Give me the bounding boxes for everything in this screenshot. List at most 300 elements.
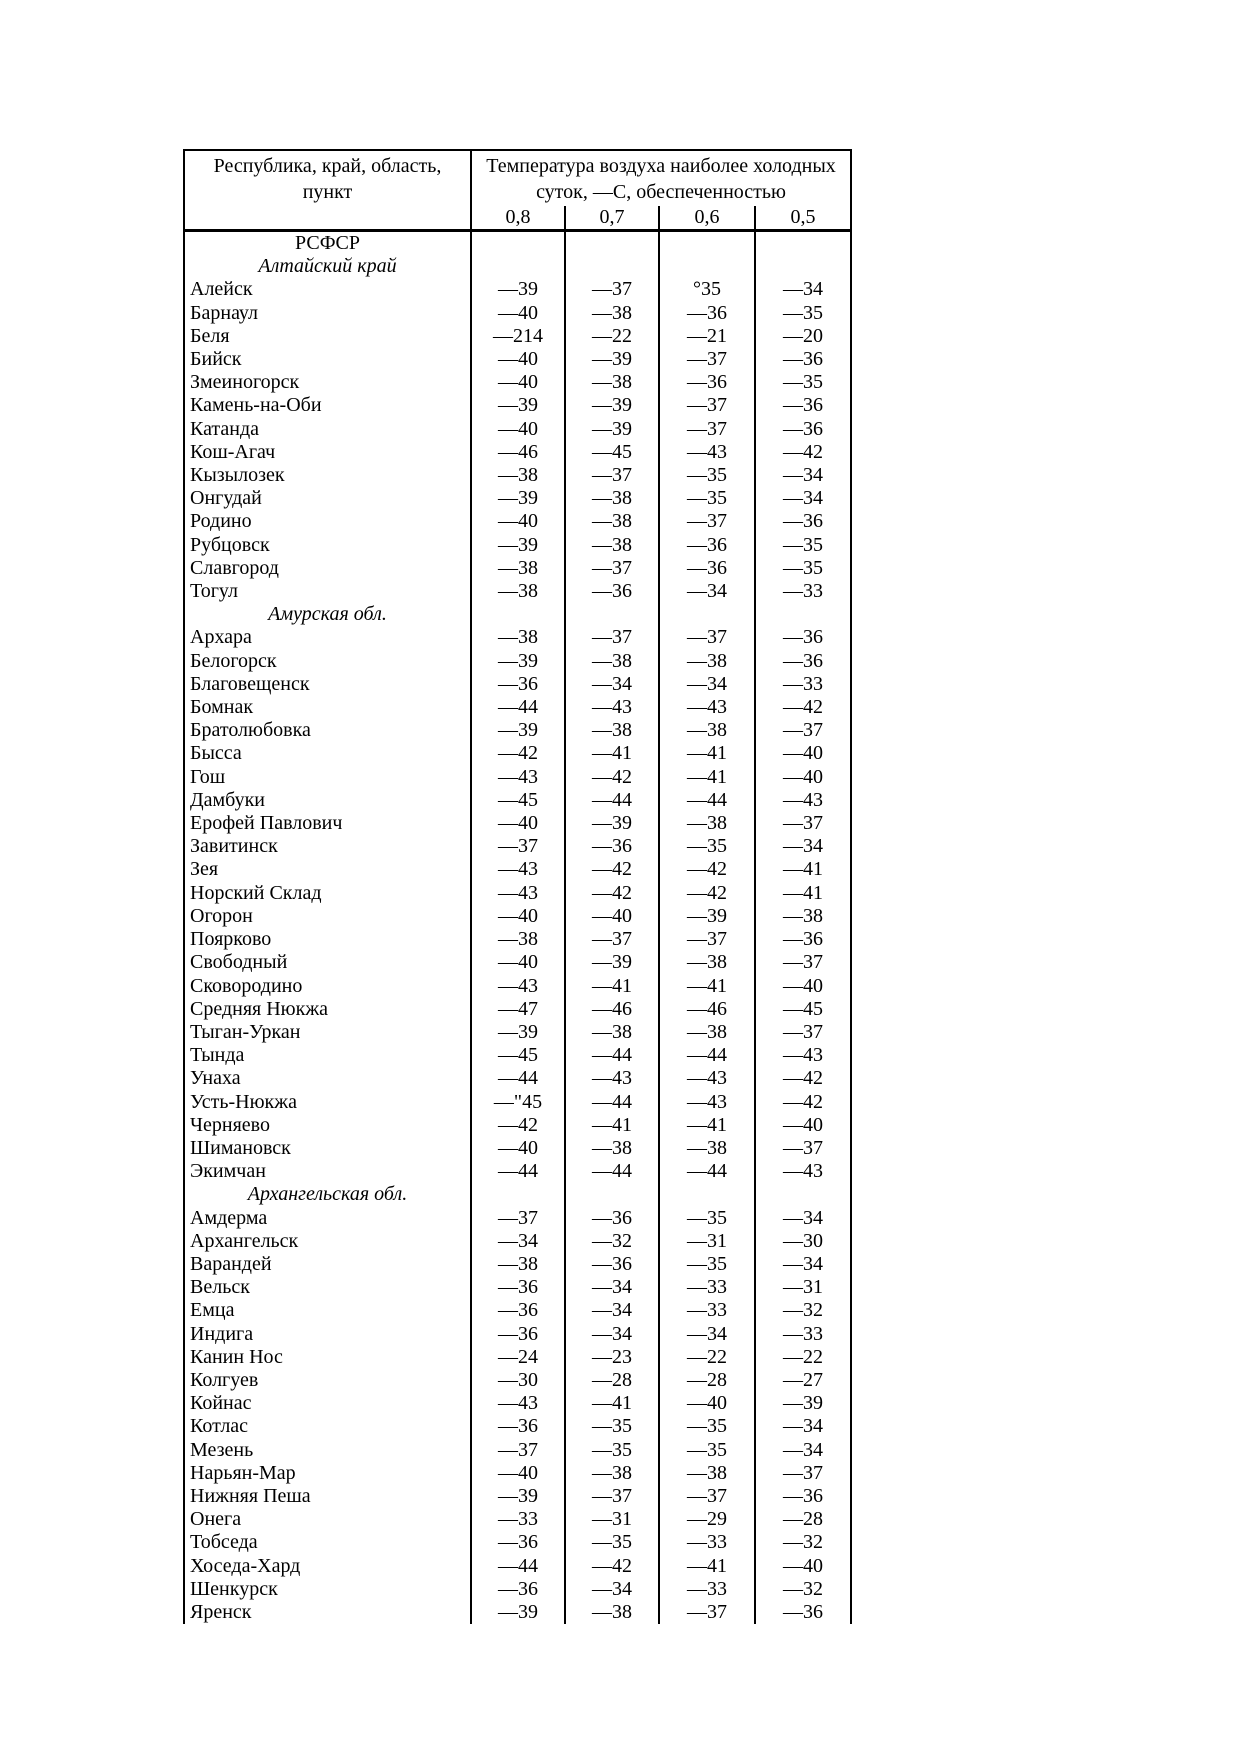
point-name: Бийск (190, 348, 242, 371)
point-name: Кош-Агач (190, 440, 276, 463)
temp-cell: —40 (471, 951, 565, 974)
temp-cell: —20 (755, 325, 851, 348)
point-name: Канин Нос (190, 1345, 283, 1368)
table-row (184, 1323, 851, 1346)
point-name: Черняево (190, 1113, 270, 1136)
point-name: Камень-на-Оби (190, 394, 322, 417)
point-name: Койнас (190, 1392, 252, 1415)
temp-cell: —37 (755, 812, 851, 835)
temp-cell: —36 (659, 371, 755, 394)
temp-cell: —43 (565, 1067, 659, 1090)
temp-cell: —37 (565, 278, 659, 301)
temp-cell: —31 (659, 1230, 755, 1253)
temp-cell-empty (755, 1183, 851, 1206)
temp-cell: —35 (659, 1439, 755, 1462)
temp-cell: —36 (755, 626, 851, 649)
table-row (184, 1531, 851, 1554)
temp-cell: —35 (755, 557, 851, 580)
temp-cell: —46 (659, 998, 755, 1021)
point-name: Ерофей Павлович (190, 812, 343, 835)
point-name: Сковородино (190, 974, 303, 997)
temp-cell: —39 (471, 278, 565, 301)
temp-cell: —33 (659, 1531, 755, 1554)
temp-cell: —38 (659, 1137, 755, 1160)
temp-cell: —38 (471, 557, 565, 580)
table-row (184, 441, 851, 464)
table-row (184, 1160, 851, 1183)
point-name: Амдерма (190, 1206, 268, 1229)
temp-cell: —37 (659, 1601, 755, 1624)
table-row (184, 348, 851, 371)
point-name: Огорон (190, 904, 253, 927)
temp-cell: —40 (755, 975, 851, 998)
table-row (184, 1392, 851, 1415)
temp-cell: —42 (565, 766, 659, 789)
temp-cell: —30 (755, 1230, 851, 1253)
temp-cell: —33 (659, 1578, 755, 1601)
temp-cell: —44 (471, 696, 565, 719)
temp-cell: —37 (659, 510, 755, 533)
table-row (184, 835, 851, 858)
point-name: Норский Склад (190, 881, 322, 904)
temp-cell: —45 (471, 789, 565, 812)
point-name: Кызылозек (190, 464, 285, 487)
point-name: Мезень (190, 1438, 254, 1461)
temp-cell: —34 (565, 1323, 659, 1346)
table-row (184, 975, 851, 998)
temp-cell: —36 (755, 1601, 851, 1624)
point-name: Поярково (190, 928, 272, 951)
temp-cell: —40 (565, 905, 659, 928)
point-name: Онгудай (190, 487, 262, 510)
temp-cell: —36 (471, 673, 565, 696)
temp-cell: —35 (659, 835, 755, 858)
temp-cell: —29 (659, 1508, 755, 1531)
point-name: Индига (190, 1322, 254, 1345)
temp-cell: —39 (471, 487, 565, 510)
point-name: Бомнак (190, 696, 254, 719)
temp-cell: —38 (471, 580, 565, 603)
temp-cell: —24 (471, 1346, 565, 1369)
temp-cell: —47 (471, 998, 565, 1021)
temp-cell: —42 (565, 1555, 659, 1578)
temp-cell: —35 (755, 534, 851, 557)
temp-cell: —40 (755, 1114, 851, 1137)
section-label: Амурская обл. (268, 603, 387, 626)
point-name: Котлас (190, 1415, 249, 1438)
section-row (184, 231, 851, 256)
temp-cell: —41 (565, 1392, 659, 1415)
temp-cell: —39 (471, 1485, 565, 1508)
table-row (184, 1299, 851, 1322)
temp-cell: —37 (659, 394, 755, 417)
temp-cell: —35 (565, 1415, 659, 1438)
temp-cell: —35 (755, 371, 851, 394)
temp-cell: —38 (565, 1137, 659, 1160)
temp-cell: —37 (659, 626, 755, 649)
temp-cell: —37 (471, 835, 565, 858)
table-row (184, 1578, 851, 1601)
point-name: Шенкурск (190, 1577, 278, 1600)
temp-cell: —39 (471, 1021, 565, 1044)
temp-cell: —36 (659, 557, 755, 580)
temp-cell: —34 (565, 1276, 659, 1299)
temp-cell: —39 (471, 394, 565, 417)
region-header-line2: пункт (302, 181, 353, 203)
temp-cell: —21 (659, 325, 755, 348)
temp-cell-empty (565, 1183, 659, 1206)
temp-cell: —42 (565, 858, 659, 881)
temp-cell: —44 (471, 1160, 565, 1183)
temp-cell: —41 (659, 742, 755, 765)
point-name: Завитинск (190, 835, 278, 858)
temp-cell: —37 (565, 464, 659, 487)
table-row (184, 1253, 851, 1276)
temp-cell-empty (659, 1183, 755, 1206)
point-name: Беля (190, 324, 230, 347)
temp-cell: —36 (755, 394, 851, 417)
temp-cell: —32 (755, 1578, 851, 1601)
temperature-table (183, 149, 852, 1624)
temp-cell: —44 (471, 1067, 565, 1090)
temp-cell: —38 (659, 1021, 755, 1044)
temp-cell: —36 (755, 418, 851, 441)
temp-cell: —33 (755, 1323, 851, 1346)
point-name: Нижняя Пеша (190, 1484, 311, 1507)
temp-cell: —28 (565, 1369, 659, 1392)
temp-cell: —38 (471, 464, 565, 487)
temp-cell: —38 (565, 371, 659, 394)
temp-cell: —41 (659, 975, 755, 998)
temp-cell: —42 (471, 1114, 565, 1137)
temp-cell: —23 (565, 1346, 659, 1369)
temp-cell: —38 (659, 1462, 755, 1485)
table-row (184, 302, 851, 325)
section-row (184, 255, 851, 278)
temp-cell: —33 (471, 1508, 565, 1531)
temp-cell-empty (659, 255, 755, 278)
temp-cell: —46 (471, 441, 565, 464)
table-row (184, 1276, 851, 1299)
temp-cell: —40 (471, 510, 565, 533)
temp-cell: —34 (755, 1415, 851, 1438)
point-name: Усть-Нюкжа (190, 1090, 297, 1113)
temp-cell: —38 (565, 487, 659, 510)
temp-cell: —37 (755, 951, 851, 974)
point-name: Экимчан (190, 1160, 266, 1183)
temp-cell: —43 (471, 975, 565, 998)
temp-cell: —40 (471, 1462, 565, 1485)
temp-cell: —37 (659, 418, 755, 441)
temp-cell: —"45 (471, 1091, 565, 1114)
table-row (184, 951, 851, 974)
temp-cell: —37 (565, 1485, 659, 1508)
table-row (184, 650, 851, 673)
temp-cell: —44 (659, 789, 755, 812)
temp-cell: —40 (471, 302, 565, 325)
point-name: Емца (190, 1299, 235, 1322)
temp-cell: —38 (565, 510, 659, 533)
temp-cell: —36 (565, 835, 659, 858)
temp-cell: —39 (659, 905, 755, 928)
point-name: Архара (190, 626, 252, 649)
table-row (184, 626, 851, 649)
temp-cell: —34 (755, 487, 851, 510)
temp-cell: —38 (471, 1253, 565, 1276)
temp-cell: —43 (755, 1044, 851, 1067)
table-row (184, 464, 851, 487)
temp-cell: —40 (755, 766, 851, 789)
temp-cell: —36 (565, 580, 659, 603)
temp-cell: —39 (471, 534, 565, 557)
temp-cell: —42 (755, 1091, 851, 1114)
point-name: Тында (190, 1044, 245, 1067)
point-name: Белогорск (190, 649, 277, 672)
table-row (184, 1137, 851, 1160)
temp-cell: —34 (565, 1578, 659, 1601)
temp-cell: —37 (755, 1137, 851, 1160)
table-row (184, 998, 851, 1021)
temp-cell: —38 (755, 905, 851, 928)
temp-cell: —37 (659, 928, 755, 951)
temp-cell: —35 (659, 487, 755, 510)
temp-cell: —42 (755, 696, 851, 719)
table-row (184, 1067, 851, 1090)
temp-cell: —40 (471, 348, 565, 371)
temp-cell: —37 (755, 719, 851, 742)
temp-cell: —36 (755, 928, 851, 951)
temp-cell: —36 (471, 1578, 565, 1601)
temp-cell: —38 (565, 650, 659, 673)
table-row (184, 278, 851, 301)
temp-cell: —45 (755, 998, 851, 1021)
temp-cell: —39 (565, 951, 659, 974)
temp-cell: —34 (755, 1439, 851, 1462)
temp-cell: —40 (471, 418, 565, 441)
temp-cell: —35 (565, 1439, 659, 1462)
point-name: Братолюбовка (190, 719, 311, 742)
table-row (184, 1021, 851, 1044)
temp-cell: —38 (565, 719, 659, 742)
point-name: Архангельск (190, 1229, 299, 1252)
point-name: Благовещенск (190, 672, 310, 695)
point-name: Катанда (190, 417, 260, 440)
temp-cell: —22 (755, 1346, 851, 1369)
temp-cell: —41 (755, 858, 851, 881)
temp-cell: —41 (565, 975, 659, 998)
table-row (184, 696, 851, 719)
table-row (184, 1415, 851, 1438)
table-row (184, 1114, 851, 1137)
temp-cell: —32 (755, 1299, 851, 1322)
section-row (184, 1183, 851, 1206)
table-row (184, 557, 851, 580)
temp-cell: —37 (565, 626, 659, 649)
table-row (184, 1346, 851, 1369)
temp-cell-empty (659, 603, 755, 626)
temp-cell: —31 (565, 1508, 659, 1531)
point-name: Колгуев (190, 1368, 259, 1391)
table-row (184, 534, 851, 557)
temperature-header-line2: суток, —С, обеспеченностью (536, 181, 786, 203)
temp-cell: —38 (659, 812, 755, 835)
temp-cell: —36 (471, 1299, 565, 1322)
temp-cell: —34 (755, 278, 851, 301)
temp-cell-empty (565, 255, 659, 278)
temp-cell-empty (471, 231, 565, 256)
subcolumn-header-08: 0,8 (471, 206, 565, 231)
temp-cell: —43 (471, 858, 565, 881)
temp-cell: —34 (659, 580, 755, 603)
table-row (184, 1462, 851, 1485)
table-row (184, 1091, 851, 1114)
table-row (184, 418, 851, 441)
point-name: Варандей (190, 1252, 272, 1275)
temp-cell: —34 (471, 1230, 565, 1253)
temp-cell: —36 (471, 1323, 565, 1346)
section-label: РСФСР (295, 232, 360, 254)
temp-cell: —39 (565, 812, 659, 835)
temp-cell: —36 (471, 1415, 565, 1438)
table-row (184, 1485, 851, 1508)
point-name: Шимановск (190, 1136, 291, 1159)
temp-cell: —37 (471, 1207, 565, 1230)
point-name: Унаха (190, 1067, 241, 1090)
temp-cell: —34 (755, 835, 851, 858)
section-label: Алтайский край (258, 255, 397, 278)
temp-cell: —38 (565, 302, 659, 325)
section-label: Архангельская обл. (247, 1183, 408, 1206)
temp-cell: —28 (755, 1508, 851, 1531)
temp-cell: —38 (659, 719, 755, 742)
point-name: Родино (190, 510, 252, 533)
temp-cell: —44 (659, 1160, 755, 1183)
point-name: Зея (190, 858, 219, 881)
temp-cell: —43 (565, 696, 659, 719)
table-row (184, 1601, 851, 1624)
table-row (184, 812, 851, 835)
temp-cell: —40 (471, 371, 565, 394)
table-row (184, 371, 851, 394)
point-name: Славгород (190, 556, 279, 579)
temp-cell: —38 (659, 951, 755, 974)
temp-cell: —31 (755, 1276, 851, 1299)
temp-cell: °35 (659, 278, 755, 301)
temp-cell: —37 (659, 1485, 755, 1508)
temp-cell: —27 (755, 1369, 851, 1392)
temp-cell: —33 (659, 1299, 755, 1322)
temp-cell: —40 (471, 905, 565, 928)
table-row (184, 1044, 851, 1067)
temp-cell: —38 (659, 650, 755, 673)
temp-cell: —42 (565, 882, 659, 905)
temp-cell: —35 (755, 302, 851, 325)
temp-cell: —33 (755, 580, 851, 603)
temp-cell: —38 (565, 1601, 659, 1624)
temp-cell: —34 (659, 1323, 755, 1346)
temp-cell: —37 (565, 557, 659, 580)
subcolumn-header-05: 0,5 (755, 206, 851, 231)
temp-cell: —34 (755, 464, 851, 487)
temp-cell: —34 (565, 1299, 659, 1322)
temp-cell: —44 (659, 1044, 755, 1067)
temp-cell: —40 (659, 1392, 755, 1415)
temp-cell: —44 (565, 1091, 659, 1114)
temp-cell: —32 (565, 1230, 659, 1253)
temp-cell: —36 (659, 302, 755, 325)
table-row (184, 742, 851, 765)
temp-cell: —41 (659, 1555, 755, 1578)
table-row (184, 394, 851, 417)
column-header-region (184, 150, 471, 231)
temp-cell: —45 (565, 441, 659, 464)
temp-cell: —34 (659, 673, 755, 696)
temp-cell: —44 (565, 1044, 659, 1067)
table-row (184, 905, 851, 928)
point-name: Тобседа (190, 1531, 258, 1554)
temp-cell: —41 (565, 1114, 659, 1137)
point-name: Тыган-Уркан (190, 1020, 301, 1043)
temperature-header-line1: Температура воздуха наиболее холодных (486, 155, 836, 177)
temp-cell-empty (565, 603, 659, 626)
point-name: Бысса (190, 742, 242, 765)
temp-cell: —40 (471, 812, 565, 835)
temp-cell: —43 (755, 789, 851, 812)
temp-cell: —42 (755, 441, 851, 464)
table-row (184, 673, 851, 696)
point-name: Гош (190, 765, 226, 788)
temp-cell: —44 (565, 1160, 659, 1183)
temp-cell: —36 (471, 1276, 565, 1299)
point-name: Барнаул (190, 301, 259, 324)
temp-cell-empty (471, 1183, 565, 1206)
point-name: Хоседа-Хард (190, 1554, 301, 1577)
temp-cell: —34 (755, 1253, 851, 1276)
table-row (184, 325, 851, 348)
temp-cell: —38 (471, 928, 565, 951)
temp-cell: —22 (565, 325, 659, 348)
temp-cell: —35 (659, 1253, 755, 1276)
temp-cell: —43 (471, 1392, 565, 1415)
temp-cell-empty (755, 255, 851, 278)
temp-cell: —36 (565, 1253, 659, 1276)
temp-cell: —39 (565, 394, 659, 417)
temp-cell: —36 (755, 510, 851, 533)
point-name: Вельск (190, 1276, 250, 1299)
temp-cell-empty (471, 255, 565, 278)
temp-cell: —38 (565, 1021, 659, 1044)
temp-cell: —41 (755, 882, 851, 905)
subcolumn-header-06: 0,6 (659, 206, 755, 231)
temp-cell: —43 (659, 441, 755, 464)
temp-cell: —39 (471, 1601, 565, 1624)
temp-cell: —44 (565, 789, 659, 812)
temp-cell: —37 (755, 1021, 851, 1044)
temp-cell: —42 (659, 882, 755, 905)
point-name: Алейск (190, 278, 253, 301)
table-row (184, 1369, 851, 1392)
temp-cell: —42 (471, 742, 565, 765)
temp-cell-empty (755, 603, 851, 626)
temp-cell: —41 (659, 766, 755, 789)
table-row (184, 789, 851, 812)
temp-cell: —39 (565, 348, 659, 371)
point-name: Рубцовск (190, 533, 270, 556)
temp-cell: —43 (659, 1091, 755, 1114)
temp-cell: —37 (565, 928, 659, 951)
temp-cell: —35 (659, 464, 755, 487)
table-header (184, 150, 851, 231)
